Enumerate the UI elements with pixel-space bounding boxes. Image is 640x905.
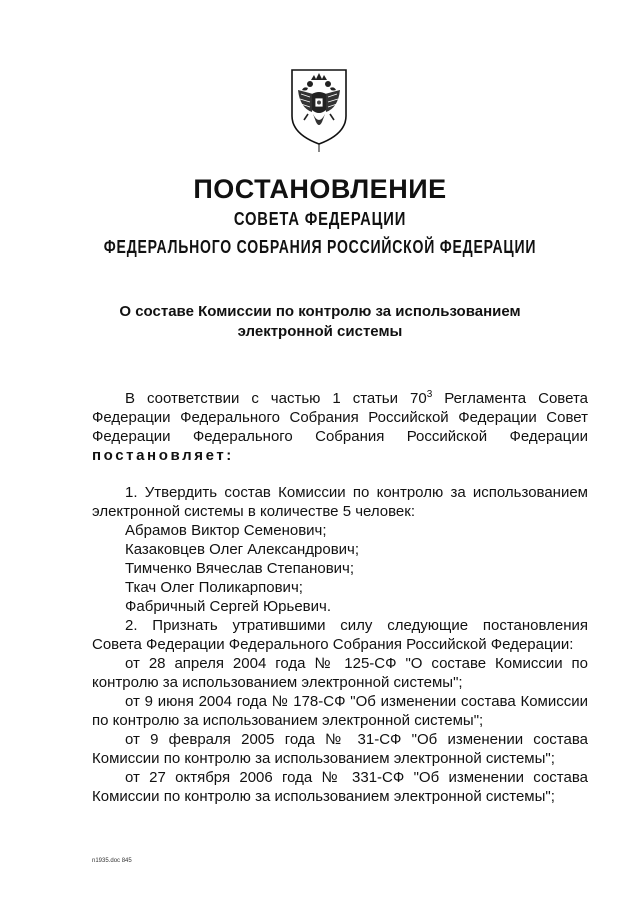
repealed-resolution: от 9 февраля 2005 года № 31-СФ "Об изменении состава Комиссии по контролю за использованием электронной системы"; <box>92 731 588 767</box>
member-name: Тимченко Вячеслав Степанович; <box>125 560 355 577</box>
document-title: ПОСТАНОВЛЕНИЕ <box>193 174 447 204</box>
file-code-footer: n1935.doc 845 <box>92 858 132 864</box>
item-2 <box>92 616 588 806</box>
member-name: Фабричный Сергей Юрьевич. <box>125 598 332 615</box>
subject-line: О составе Комиссии по контролю за использованием <box>119 303 521 320</box>
member-name: Ткач Олег Поликарпович; <box>125 579 303 596</box>
issuer-line: СОВЕТА ФЕДЕРАЦИИ <box>233 209 407 229</box>
item-2-text: 2. Признать утратившими силу следующие постановления Совета Федерации Федерального Собрания Российской Федерации: <box>92 617 588 653</box>
item-1 <box>92 483 588 616</box>
preamble-text: Регламента Совета Федерации Федерального Собрания Российской Федерации Совет Федерации Федерального Собрания Российской Федерации <box>92 390 588 445</box>
subject-line: электронной системы <box>237 323 403 340</box>
preamble-superscript: 3 <box>426 389 433 400</box>
document-subject <box>0 302 640 342</box>
resolution-verb: постановляет: <box>92 447 234 464</box>
member-name: Казаковцев Олег Александрович; <box>125 541 360 558</box>
repealed-resolution: от 9 июня 2004 года № 178-СФ "Об изменении состава Комиссии по контролю за использованием электронной системы"; <box>92 693 588 729</box>
repealed-resolution: от 28 апреля 2004 года № 125-СФ "О составе Комиссии по контролю за использованием электронной системы"; <box>92 655 588 691</box>
member-name: Абрамов Виктор Семенович; <box>125 522 327 539</box>
repealed-resolution: от 27 октября 2006 года № 331-СФ "Об изменении состава Комиссии по контролю за использованием электронной системы"; <box>92 769 588 805</box>
coat-of-arms-emblem-icon <box>286 64 352 152</box>
preamble-text: В соответствии с частью 1 статьи 70 <box>125 390 427 407</box>
issuer-full-line: ФЕДЕРАЛЬНОГО СОБРАНИЯ РОССИЙСКОЙ ФЕДЕРАЦИИ <box>103 237 537 257</box>
item-1-text: 1. Утвердить состав Комиссии по контролю за использованием электронной системы в количестве 5 человек: <box>92 484 588 520</box>
preamble-paragraph <box>92 385 588 465</box>
